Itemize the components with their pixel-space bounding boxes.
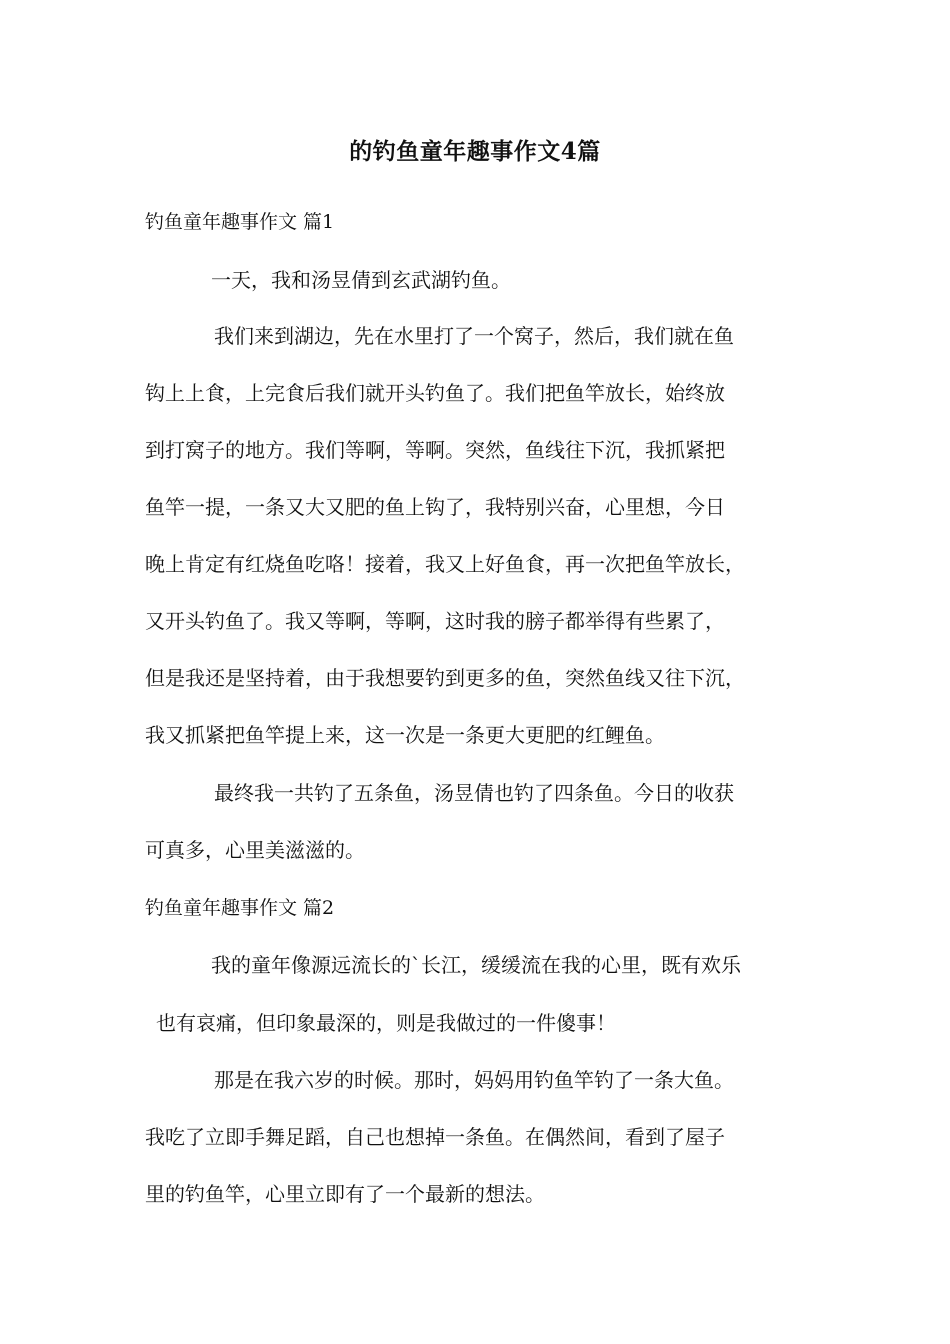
paragraph-line: 钩上上食，上完食后我们就开头钓鱼了。我们把鱼竿放长，始终放 <box>145 381 725 405</box>
paragraph-line: 晚上肯定有红烧鱼吃咯！接着，我又上好鱼食，再一次把鱼竿放长， <box>145 552 745 576</box>
section-heading-1: 钓鱼童年趣事作文 篇1 <box>145 211 335 233</box>
paragraph-line: 最终我一共钓了五条鱼，汤昱倩也钓了四条鱼。今日的收获 <box>214 781 734 805</box>
paragraph-line: 可真多，心里美滋滋的。 <box>145 838 365 862</box>
paragraph-line: 鱼竿一提，一条又大又肥的鱼上钩了，我特别兴奋，心里想，今日 <box>145 495 725 519</box>
paragraph-line: 但是我还是坚持着，由于我想要钓到更多的鱼，突然鱼线又往下沉， <box>145 666 745 690</box>
paragraph-line: 又开头钓鱼了。我又等啊，等啊，这时我的膀子都举得有些累了， <box>145 609 725 633</box>
paragraph-line: 也有哀痛，但印象最深的，则是我做过的一件傻事！ <box>156 1011 616 1035</box>
paragraph-line: 一天，我和汤昱倩到玄武湖钓鱼。 <box>211 268 511 292</box>
paragraph-line: 我的童年像源远流长的`长江，缓缓流在我的心里，既有欢乐 <box>211 953 741 977</box>
paragraph-line: 我又抓紧把鱼竿提上来，这一次是一条更大更肥的红鲤鱼。 <box>145 723 665 747</box>
section-heading-2: 钓鱼童年趣事作文 篇2 <box>145 897 335 919</box>
paragraph-line: 那是在我六岁的时候。那时，妈妈用钓鱼竿钓了一条大鱼。 <box>214 1068 734 1092</box>
document-title: 的钓鱼童年趣事作文4篇 <box>349 138 601 165</box>
paragraph-line: 我吃了立即手舞足蹈，自己也想掉一条鱼。在偶然间，看到了屋子 <box>145 1125 725 1149</box>
paragraph-line: 里的钓鱼竿，心里立即有了一个最新的想法。 <box>145 1182 545 1206</box>
paragraph-line: 到打窝子的地方。我们等啊，等啊。突然，鱼线往下沉，我抓紧把 <box>145 438 725 462</box>
paragraph-line: 我们来到湖边，先在水里打了一个窝子，然后，我们就在鱼 <box>214 324 734 348</box>
